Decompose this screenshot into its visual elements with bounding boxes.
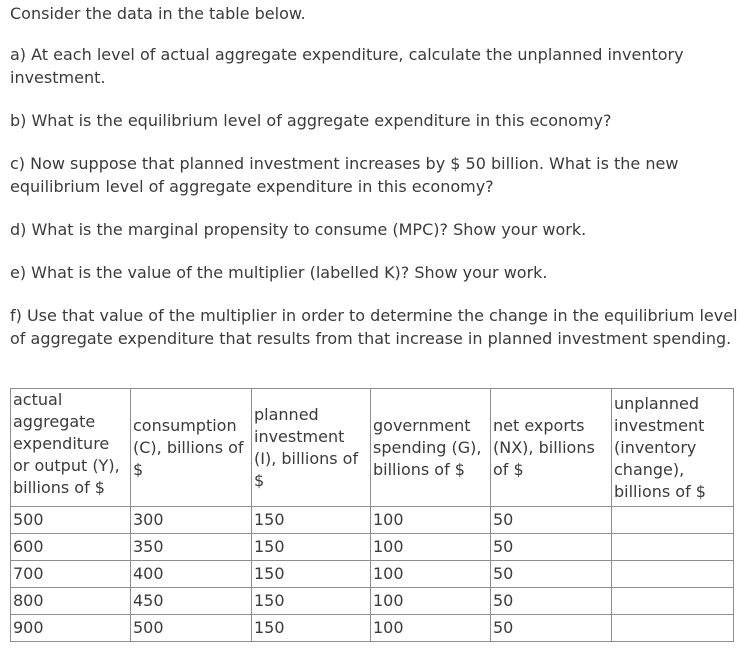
question-b: b) What is the equilibrium level of aggregate expenditure in this economy? — [10, 111, 612, 130]
cell-investment: 150 — [252, 534, 371, 561]
table-row — [11, 615, 734, 642]
table-header-row — [11, 389, 734, 507]
cell-consumption: 400 — [131, 561, 252, 588]
cell-unplanned — [612, 588, 734, 615]
cell-unplanned — [612, 561, 734, 588]
cell-unplanned — [612, 507, 734, 534]
cell-output: 800 — [11, 588, 131, 615]
header-unplanned-investment: unplanned investment (inventory change), billions of $ — [612, 389, 734, 507]
cell-consumption: 350 — [131, 534, 252, 561]
table-row — [11, 561, 734, 588]
header-consumption: consumption (C), billions of $ — [131, 389, 252, 507]
table-row — [11, 507, 734, 534]
cell-output: 600 — [11, 534, 131, 561]
cell-consumption: 500 — [131, 615, 252, 642]
header-government-spending: government spending (G), billions of $ — [371, 389, 491, 507]
cell-government: 100 — [371, 561, 491, 588]
question-c: c) Now suppose that planned investment increases by $ 50 billion. What is the new equilibrium level of aggregate expenditure in this economy? — [10, 154, 679, 196]
cell-net-exports: 50 — [491, 588, 612, 615]
table-row — [11, 588, 734, 615]
question-text — [10, 2, 745, 350]
intro-text: Consider the data in the table below. — [10, 4, 306, 23]
cell-net-exports: 50 — [491, 507, 612, 534]
cell-investment: 150 — [252, 507, 371, 534]
cell-investment: 150 — [252, 615, 371, 642]
cell-government: 100 — [371, 588, 491, 615]
question-a: a) At each level of actual aggregate expenditure, calculate the unplanned inventory investment. — [10, 45, 684, 87]
cell-investment: 150 — [252, 561, 371, 588]
cell-consumption: 450 — [131, 588, 252, 615]
question-d: d) What is the marginal propensity to consume (MPC)? Show your work. — [10, 220, 587, 239]
cell-consumption: 300 — [131, 507, 252, 534]
cell-output: 500 — [11, 507, 131, 534]
cell-net-exports: 50 — [491, 561, 612, 588]
cell-output: 700 — [11, 561, 131, 588]
header-actual-expenditure: actual aggregate expenditure or output (Y), billions of $ — [11, 389, 131, 507]
cell-net-exports: 50 — [491, 615, 612, 642]
cell-government: 100 — [371, 615, 491, 642]
data-table — [10, 388, 734, 642]
cell-unplanned — [612, 615, 734, 642]
header-net-exports: net exports (NX), billions of $ — [491, 389, 612, 507]
cell-investment: 150 — [252, 588, 371, 615]
cell-government: 100 — [371, 534, 491, 561]
table-row — [11, 534, 734, 561]
question-e: e) What is the value of the multiplier (labelled K)? Show your work. — [10, 263, 548, 282]
question-f: f) Use that value of the multiplier in order to determine the change in the equilibrium level of aggregate expenditure that results from that increase in planned investment spending. — [10, 306, 738, 348]
cell-net-exports: 50 — [491, 534, 612, 561]
header-planned-investment: planned investment (I), billions of $ — [252, 389, 371, 507]
cell-government: 100 — [371, 507, 491, 534]
cell-unplanned — [612, 534, 734, 561]
cell-output: 900 — [11, 615, 131, 642]
